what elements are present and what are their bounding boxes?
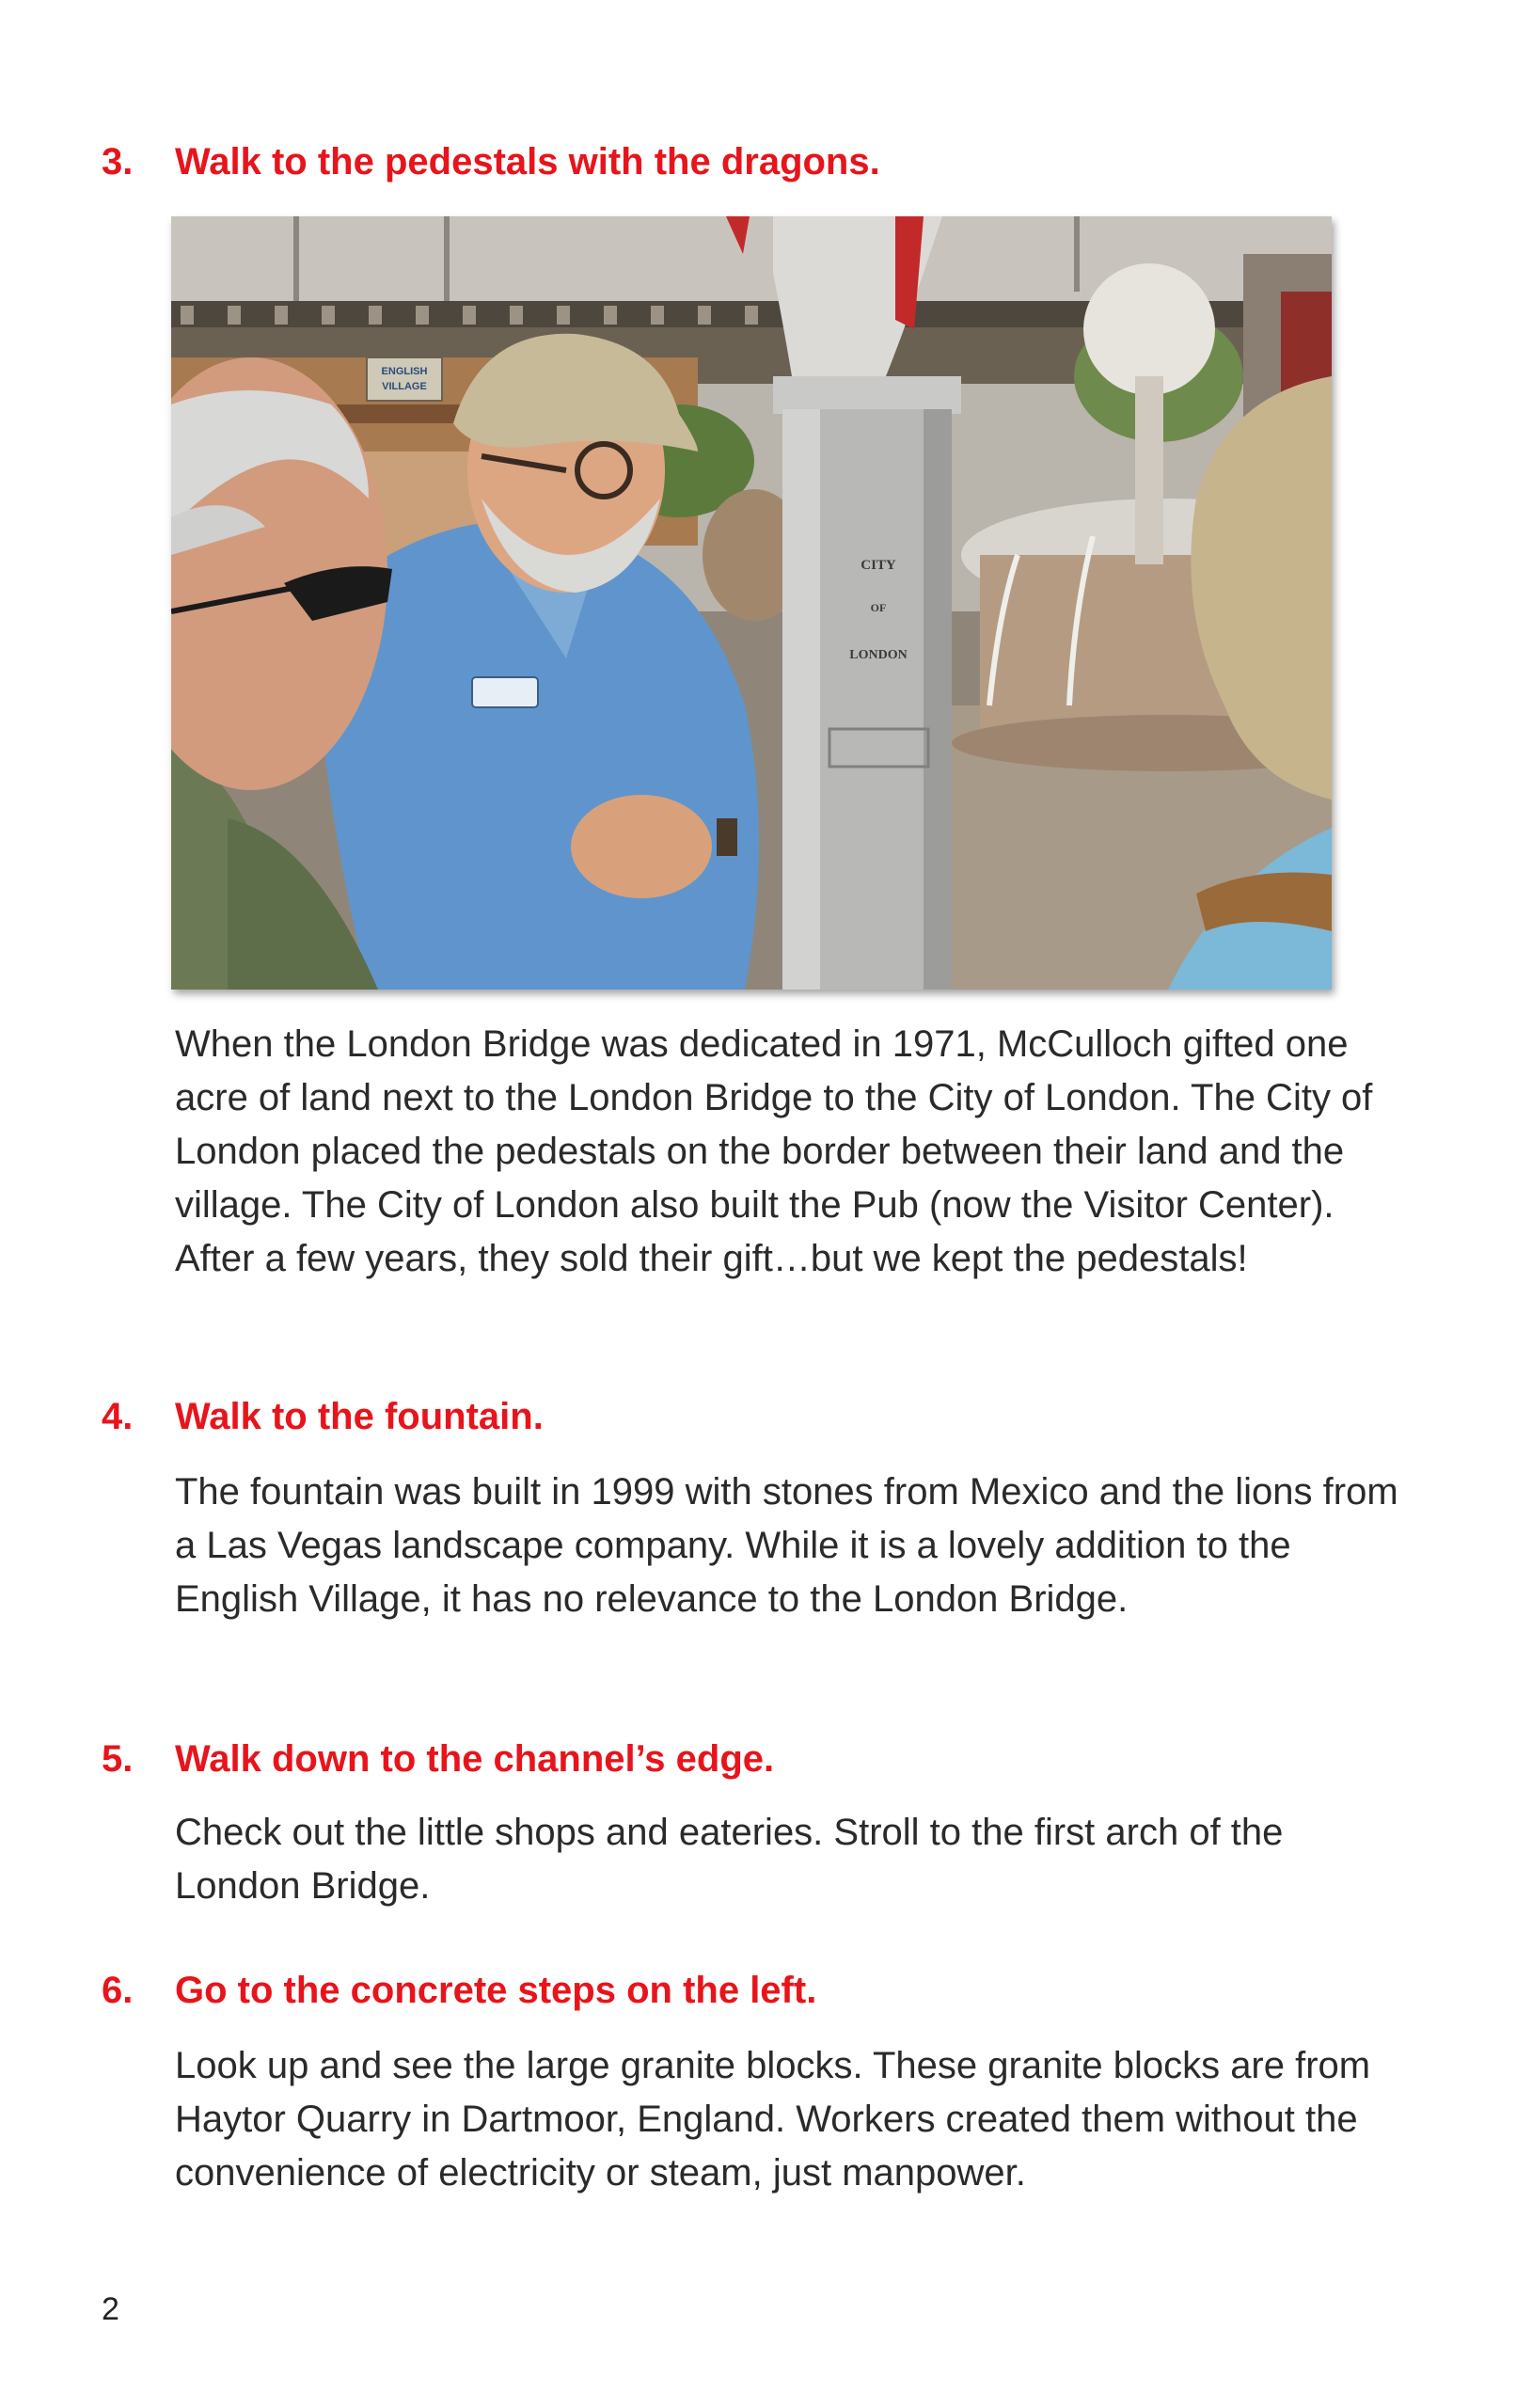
pedestal-text-line-3: LONDON: [849, 648, 908, 662]
step-4-text: The fountain was built in 1999 with stones from Mexico and the lions from a Las Vegas landscape company. While it is a lovely addition to the English Village, it has no relevance to the London Bridge.: [175, 1471, 1398, 1620]
step-3-text: When the London Bridge was dedicated in 1971, McCulloch gifted one acre of land next to the London Bridge to the City of London. The City of London placed the pedestals on the border between their land and the village. The City of London also built the Pub (now the Visitor Center). After a few years, they sold their gift…but we kept the pedestals!: [175, 1023, 1373, 1279]
sign-line-2: VILLAGE: [382, 381, 427, 392]
step-4-heading: [102, 1394, 544, 1439]
pedestal-text-line-1: CITY: [861, 558, 896, 573]
step-number: 3.: [102, 141, 134, 182]
step-6-text: Look up and see the large granite blocks. These granite blocks are from Haytor Quarry in Dartmoor, England. Workers created them without the convenience of electricity or steam, just manpower.: [175, 2045, 1371, 2194]
step-number: 6.: [102, 1970, 134, 2011]
pedestal-text-line-2: OF: [870, 601, 887, 614]
step-title: Walk down to the channel’s edge.: [175, 1738, 775, 1780]
step-3-heading: [102, 139, 880, 184]
step-title: Go to the concrete steps on the left.: [175, 1970, 817, 2011]
step-number: 4.: [102, 1396, 134, 1437]
step-5-text: Check out the little shops and eateries. Stroll to the first arch of the London Bridge.: [175, 1812, 1284, 1907]
step-title: Walk to the pedestals with the dragons.: [175, 141, 880, 182]
sign-line-1: ENGLISH: [381, 366, 428, 377]
step-5-heading: [102, 1736, 774, 1782]
tour-guide-photo: [171, 216, 1332, 990]
step-number: 5.: [102, 1738, 134, 1780]
step-title: Walk to the fountain.: [175, 1396, 544, 1437]
page-number: 2: [102, 2291, 119, 2327]
step-6-heading: [102, 1968, 816, 2013]
